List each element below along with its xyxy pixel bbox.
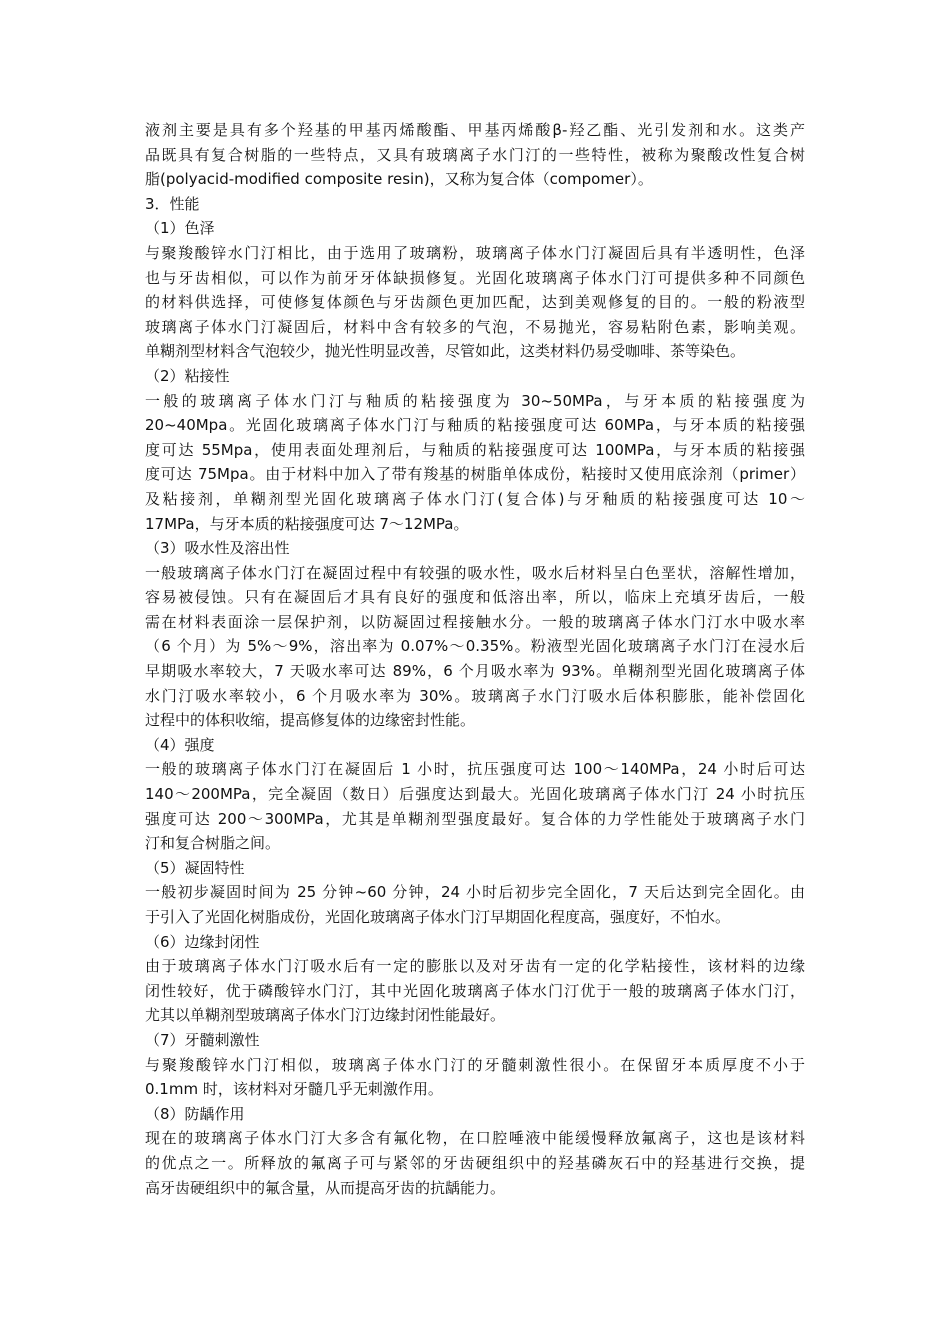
- section-heading: （4）强度: [145, 735, 215, 754]
- text-line: 度可达 55Mpa，使用表面处理剂后，与釉质的粘接强度可达 100MPa，与牙本质的粘接强: [145, 440, 805, 459]
- text-line: 与聚羧酸锌水门汀相似，玻璃离子体水门汀的牙髓刺激性很小。在保留牙本质厚度不小于: [145, 1055, 805, 1074]
- text-line: 0.1mm 时，该材料对牙髓几乎无刺激作用。: [145, 1080, 443, 1099]
- text-line: 的材料供选择，可使修复体颜色与牙齿颜色更加匹配，达到美观修复的目的。一般的粉液型: [145, 293, 805, 312]
- text-line: 单糊剂型材料含气泡较少，抛光性明显改善，尽管如此，这类材料仍易受咖啡、茶等染色。: [145, 342, 746, 361]
- text-line: 过程中的体积收缩，提高修复体的边缘密封性能。: [145, 711, 476, 730]
- text-line: 汀和复合树脂之间。: [145, 834, 281, 853]
- text-line: 20~40Mpa。光固化玻璃离子体水门汀与釉质的粘接强度可达 60MPa，与牙本质的粘接强: [145, 416, 805, 435]
- text-line: 容易被侵蚀。只有在凝固后才具有良好的强度和低溶出率，所以，临床上充填牙齿后，一般: [145, 588, 805, 607]
- text-line: 140～200MPa，完全凝固（数日）后强度达到最大。光固化玻璃离子体水门汀 24 小时抗压: [145, 785, 805, 804]
- text-line: 一般初步凝固时间为 25 分钟~60 分钟，24 小时后初步完全固化，7 天后达到完全固化。由: [145, 883, 805, 902]
- text-line: 一般玻璃离子体水门汀在凝固过程中有较强的吸水性，吸水后材料呈白色垩状，溶解性增加，: [145, 563, 805, 582]
- text-line: （6 个月）为 5%～9%，溶出率为 0.07%～0.35%。粉液型光固化玻璃离子水门汀在浸水后: [145, 637, 805, 656]
- paragraph: [145, 954, 805, 1028]
- text-line: 脂(polyacid-modified composite resin)，又称为复合体（compomer）。: [145, 170, 653, 189]
- paragraph: [145, 1126, 805, 1200]
- text-line: 17MPa，与牙本质的粘接强度可达 7～12MPa。: [145, 514, 469, 533]
- text-line: 于引入了光固化树脂成份，光固化玻璃离子体水门汀早期固化程度高，强度好，不怕水。: [145, 908, 731, 926]
- text-line: 及粘接剂，单糊剂型光固化玻璃离子体水门汀(复合体)与牙釉质的粘接强度可达 10～: [145, 489, 805, 508]
- section-heading: （5）凝固特性: [145, 858, 245, 877]
- text-line: 的优点之一。所释放的氟离子可与紧邻的牙齿硬组织中的羟基磷灰石中的羟基进行交换，提: [145, 1153, 805, 1172]
- section-heading: （8）防龋作用: [145, 1104, 245, 1123]
- text-line: 品既具有复合树脂的一些特点，又具有玻璃离子水门汀的一些特性，被称为聚酸改性复合树: [145, 145, 805, 164]
- section-heading: 3．性能: [145, 194, 200, 213]
- text-line: 也与牙齿相似，可以作为前牙牙体缺损修复。光固化玻璃离子体水门汀可提供多种不同颜色: [145, 268, 805, 287]
- text-line: 早期吸水率较大，7 天吸水率可达 89%，6 个月吸水率为 93%。单糊剂型光固化玻璃离子体: [145, 662, 805, 681]
- section-heading: （1）色泽: [145, 219, 215, 238]
- text-line: 高牙齿硬组织中的氟含量，从而提高牙齿的抗龋能力。: [145, 1178, 506, 1197]
- paragraph: [145, 880, 805, 929]
- paragraph: [145, 757, 805, 855]
- text-line: 现在的玻璃离子体水门汀大多含有氟化物，在口腔唾液中能缓慢释放氟离子，这也是该材料: [145, 1129, 805, 1148]
- text-line: 一般的玻璃离子体水门汀在凝固后 1 小时，抗压强度可达 100～140MPa，24 小时后可达: [145, 760, 805, 779]
- text-line: 一般的玻璃离子体水门汀与釉质的粘接强度为 30~50MPa，与牙本质的粘接强度为: [145, 391, 805, 410]
- text-line: 需在材料表面涂一层保护剂，以防凝固过程接触水分。一般的玻璃离子体水门汀水中吸水率: [145, 612, 805, 631]
- text-line: 水门汀吸水率较小，6 个月吸水率为 30%。玻璃离子水门汀吸水后体积膨胀，能补偿固化: [145, 686, 805, 705]
- text-line: 尤其以单糊剂型玻璃离子体水门汀边缘封闭性能最好。: [145, 1006, 506, 1025]
- section-heading: （7）牙髓刺激性: [145, 1030, 260, 1049]
- text-line: 度可达 75Mpa。由于材料中加入了带有羧基的树脂单体成份，粘接时又使用底涂剂（primer）: [145, 465, 805, 484]
- text-line: 由于玻璃离子体水门汀吸水后有一定的膨胀以及对牙齿有一定的化学粘接性，该材料的边缘: [145, 957, 805, 976]
- paragraph: [145, 241, 805, 364]
- text-line: 液剂主要是具有多个羟基的甲基丙烯酸酯、甲基丙烯酸β-羟乙酯、光引发剂和水。这类产: [145, 121, 805, 139]
- paragraph: [145, 1053, 805, 1102]
- text-line: 玻璃离子体水门汀凝固后，材料中含有较多的气泡，不易抛光，容易粘附色素，影响美观。: [145, 317, 805, 336]
- section-heading: （2）粘接性: [145, 366, 230, 385]
- section-heading: （6）边缘封闭性: [145, 932, 260, 951]
- text-line: 强度可达 200～300MPa，尤其是单糊剂型强度最好。复合体的力学性能处于玻璃离子水门: [145, 809, 805, 828]
- text-line: 闭性较好，优于磷酸锌水门汀，其中光固化玻璃离子体水门汀优于一般的玻璃离子体水门汀，: [145, 981, 805, 1000]
- text-line: 与聚羧酸锌水门汀相比，由于选用了玻璃粉，玻璃离子体水门汀凝固后具有半透明性，色泽: [145, 243, 805, 262]
- document-page: [145, 118, 805, 1200]
- section-heading: （3）吸水性及溶出性: [145, 539, 290, 558]
- paragraph: [145, 561, 805, 733]
- paragraph: [145, 118, 805, 192]
- paragraph: [145, 389, 805, 537]
